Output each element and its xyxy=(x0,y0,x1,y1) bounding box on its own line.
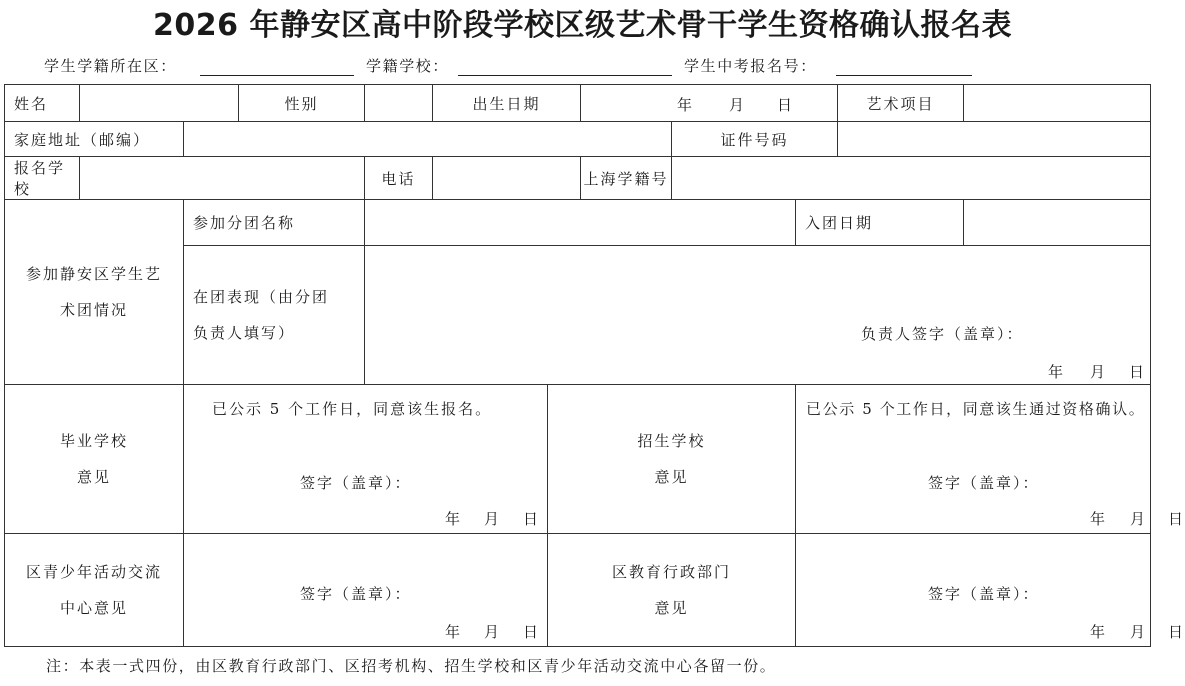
address-label: 家庭地址（邮编） xyxy=(5,122,184,157)
youth-center-sign-day: 日 xyxy=(523,622,541,641)
performance-label xyxy=(184,246,365,385)
sh-student-no-field[interactable] xyxy=(672,157,1151,200)
enroll-school-label-line1: 招生学校 xyxy=(637,432,706,450)
edu-dept-sign-month: 月 xyxy=(1130,622,1148,641)
edu-dept-sign-day: 日 xyxy=(1168,622,1185,641)
leader-sign-year: 年 xyxy=(1048,362,1066,381)
art-item-field[interactable] xyxy=(964,85,1151,122)
name-label: 姓名 xyxy=(5,85,80,122)
edu-dept-label-line2: 意见 xyxy=(654,599,689,617)
enroll-school-sign-label: 签字（盖章）： xyxy=(928,473,1040,492)
birth-day-unit: 日 xyxy=(777,95,795,114)
grad-school-label-line1: 毕业学校 xyxy=(59,432,128,450)
join-date-field[interactable] xyxy=(964,200,1151,246)
leader-sign-month: 月 xyxy=(1090,362,1108,381)
row-school-opinions xyxy=(5,385,1151,534)
youth-center-sign-label: 签字（盖章）： xyxy=(300,584,412,603)
birth-year-unit: 年 xyxy=(677,95,695,114)
troupe-name-field[interactable] xyxy=(365,200,796,246)
form-title: 2026 年静安区高中阶段学校区级艺术骨干学生资格确认报名表 xyxy=(153,8,1012,43)
leader-sign-day: 日 xyxy=(1129,362,1147,381)
edu-dept-sign-label: 签字（盖章）： xyxy=(928,584,1040,603)
troupe-name-label: 参加分团名称 xyxy=(184,200,365,246)
footnote: 注：本表一式四份，由区教育行政部门、区招考机构、招生学校和区青少年活动交流中心各留一份。 xyxy=(46,657,777,675)
enroll-school-opinion-text: 已公示 5 个工作日，同意该生通过资格确认。 xyxy=(806,399,1146,418)
grad-school-sign-year: 年 xyxy=(445,509,463,528)
birth-date-field[interactable] xyxy=(581,85,838,122)
grad-school-opinion-field[interactable] xyxy=(184,385,548,534)
youth-center-opinion-field[interactable] xyxy=(184,534,548,647)
enroll-school-label-line2: 意见 xyxy=(654,468,689,486)
gender-field[interactable] xyxy=(365,85,433,122)
row-troupe-name xyxy=(5,200,1151,246)
youth-center-sign-month: 月 xyxy=(484,622,502,641)
enroll-school-sign-month: 月 xyxy=(1130,509,1148,528)
grad-school-opinion-text: 已公示 5 个工作日，同意该生报名。 xyxy=(212,399,493,418)
edu-dept-sign-year: 年 xyxy=(1090,622,1108,641)
grad-school-sign-month: 月 xyxy=(484,509,502,528)
troupe-section-label-line1: 参加静安区学生艺 xyxy=(25,265,162,283)
row-school-phone xyxy=(5,157,1151,200)
join-date-label: 入团日期 xyxy=(796,200,964,246)
phone-field[interactable] xyxy=(433,157,581,200)
enroll-school-opinion-label xyxy=(548,385,796,534)
school-label: 学籍学校： xyxy=(366,57,450,75)
grad-school-sign-day: 日 xyxy=(523,509,541,528)
performance-label-line1: 在团表现（由分团 xyxy=(193,288,330,306)
birth-month-unit: 月 xyxy=(729,95,747,114)
id-no-field[interactable] xyxy=(838,122,1151,157)
exam-no-label: 学生中考报名号： xyxy=(684,57,817,75)
troupe-section-label-line2: 术团情况 xyxy=(59,301,128,319)
id-no-label: 证件号码 xyxy=(672,122,838,157)
row-basic-info xyxy=(5,85,1151,122)
youth-center-opinion-label xyxy=(5,534,184,647)
performance-field[interactable] xyxy=(365,246,1151,385)
address-field[interactable] xyxy=(184,122,672,157)
row-address xyxy=(5,122,1151,157)
row-dept-opinions xyxy=(5,534,1151,647)
grad-school-label-line2: 意见 xyxy=(76,468,111,486)
gender-label: 性别 xyxy=(239,85,365,122)
district-input-line[interactable] xyxy=(200,75,354,76)
edu-dept-opinion-label xyxy=(548,534,796,647)
youth-center-label-line2: 中心意见 xyxy=(59,599,128,617)
enroll-school-sign-year: 年 xyxy=(1090,509,1108,528)
grad-school-sign-label: 签字（盖章）： xyxy=(300,473,412,492)
enroll-school-opinion-field[interactable] xyxy=(796,385,1185,534)
sh-student-no-label: 上海学籍号 xyxy=(581,157,672,200)
reg-school-field[interactable] xyxy=(80,157,365,200)
registration-table xyxy=(4,84,1185,647)
district-label: 学生学籍所在区： xyxy=(44,57,177,75)
school-input-line[interactable] xyxy=(458,75,672,76)
edu-dept-opinion-field[interactable] xyxy=(796,534,1185,647)
leader-sign-label: 负责人签字（盖章）： xyxy=(861,324,1024,343)
name-field[interactable] xyxy=(80,85,239,122)
art-item-label: 艺术项目 xyxy=(838,85,964,122)
reg-school-label: 报名学校 xyxy=(5,157,80,200)
grad-school-opinion-label xyxy=(5,385,184,534)
youth-center-sign-year: 年 xyxy=(445,622,463,641)
birth-label: 出生日期 xyxy=(433,85,581,122)
youth-center-label-line1: 区青少年活动交流 xyxy=(25,563,162,581)
enroll-school-sign-day: 日 xyxy=(1168,509,1185,528)
performance-label-line2: 负责人填写） xyxy=(193,324,296,342)
exam-no-input-line[interactable] xyxy=(836,75,972,76)
phone-label: 电话 xyxy=(365,157,433,200)
edu-dept-label-line1: 区教育行政部门 xyxy=(612,563,732,581)
troupe-section-label xyxy=(5,200,184,385)
